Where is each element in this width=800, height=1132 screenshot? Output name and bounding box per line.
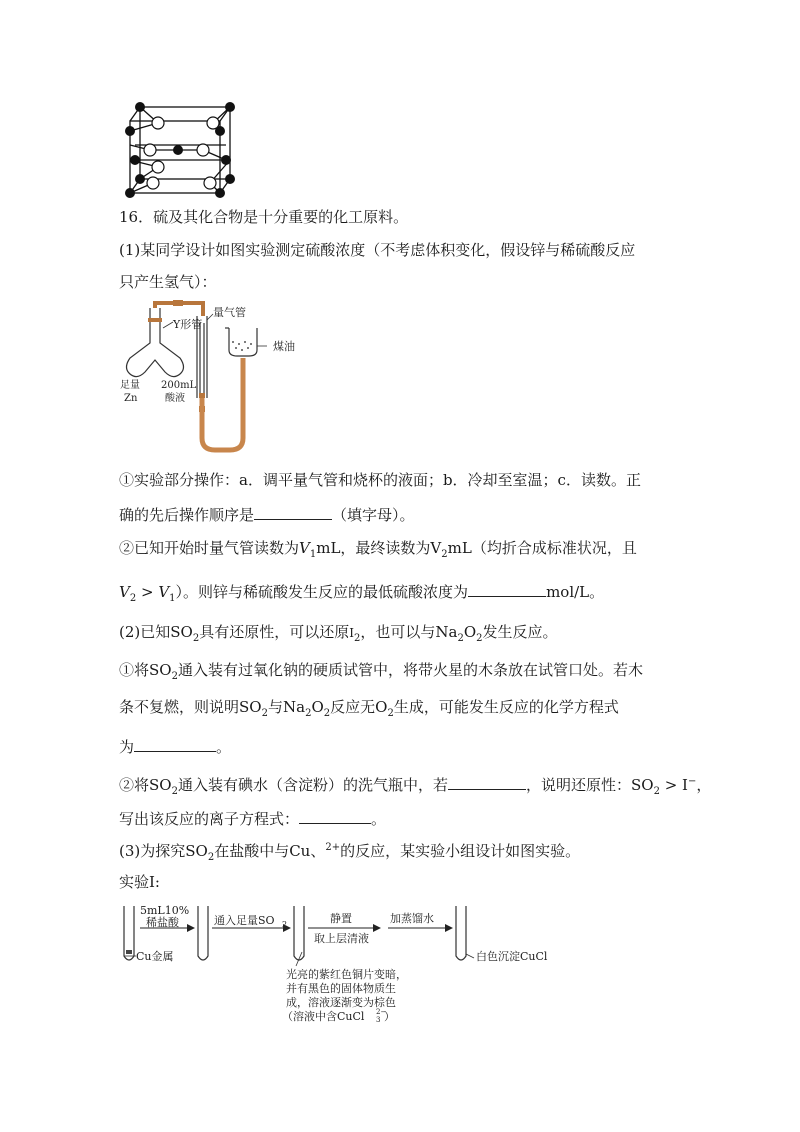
part3-line1: (3)为探究$SO_2$在盐酸中与Cu、$^{2+}$的反应，某实验小组设计如图实验。: [119, 842, 581, 863]
sub2-text-c: mL（均折合成标准状况，且: [447, 539, 637, 557]
p3-b: 在盐酸中与Cu、: [214, 842, 326, 860]
sub2-line2: $V_2 > V_1$）。则锌与稀硫酸发生反应的最低硫酸浓度为 mol/L。: [119, 580, 604, 602]
label-kerosene: 煤油: [273, 340, 295, 353]
flow-observation-2: 并有黑色的固体物质生: [286, 982, 396, 995]
flow-observation-3: 成，溶液逐渐变为棕色: [286, 996, 396, 1009]
sub2-line2-a: ）。则锌与稀硫酸发生反应的最低硫酸浓度为: [175, 583, 469, 601]
sub1-line2: [119, 503, 415, 525]
flow-step2-bottom: 取上层清液: [314, 932, 369, 945]
p3-a: (3)为探究: [119, 842, 186, 860]
answer-blank-concentration[interactable]: [468, 580, 546, 597]
part2-b: 具有还原性，可以还原: [199, 623, 350, 641]
svg-text:2: 2: [282, 920, 288, 929]
so2-formula: SO: [149, 661, 172, 679]
flow-reagent-1: 5mL10%: [140, 904, 190, 917]
part2-d: 发生反应。: [482, 623, 558, 641]
part1-text-line2: 只产生氢气）：: [119, 273, 217, 291]
crystal-structure-figure: [118, 95, 248, 200]
svg-text:2−: 2−: [376, 1008, 387, 1016]
sub1-line2-a: 确的先后操作顺序是: [119, 506, 255, 524]
i2-formula: I: [349, 626, 354, 640]
svg-text:）: ）: [384, 1010, 395, 1023]
flow-reagent-2: 稀盐酸: [146, 916, 179, 929]
o2-formula: O: [375, 698, 388, 716]
p2s2-a: ②将: [119, 776, 150, 794]
p2s1-g: 为: [119, 738, 135, 756]
question-title: 16．硫及其化合物是十分重要的化工原料。: [119, 208, 409, 226]
answer-blank-observation[interactable]: [448, 773, 526, 790]
sub1-line1: ①实验部分操作：a．调平量气管和烧杯的液面；b．冷却至室温；c．读数。正: [119, 471, 641, 489]
answer-blank-order[interactable]: [254, 503, 332, 520]
label-gas-tube: 量气管: [213, 306, 246, 319]
label-zn-1: 足量: [120, 380, 140, 391]
flow-step1: 通入足量SO: [214, 914, 275, 927]
label-zn-2: Zn: [124, 393, 138, 404]
flow-precipitate: 白色沉淀CuCl: [476, 950, 548, 963]
answer-blank-equation[interactable]: [134, 735, 216, 752]
p2s1-a: ①将: [119, 661, 150, 679]
part2-c: ，也可以与: [360, 623, 436, 641]
part1-text-line1: (1)某同学设计如图实验测定硫酸浓度（不考虑体积变化，假设锌与稀硫酸反应: [119, 241, 636, 259]
flow-observation-1: 光亮的紫红色铜片变暗，: [286, 968, 407, 981]
label-acid-2: 酸液: [165, 393, 185, 404]
p2s1-b: 通入装有过氧化钠的硬质试管中，将带火星的木条放在试管口处。若木: [177, 661, 643, 679]
p2s1-c: 条不复燃，则说明: [119, 698, 240, 716]
experiment-flow-figure: [118, 898, 578, 1028]
so2-formula: SO: [631, 776, 654, 794]
p2s2-d: 写出该反应的离子方程式：: [119, 810, 300, 828]
label-acid-1: 200mL: [161, 380, 197, 391]
v2-symbol: V: [430, 539, 442, 557]
sub2-line2-b: mol/L。: [546, 583, 605, 601]
part2-sub1-line3: [119, 735, 231, 757]
v2-inequality-left: V: [119, 583, 130, 601]
part2-sub2-line1: ②将$SO_2$通入装有碘水（含淀粉）的洗气瓶中，若 ，说明还原性：$SO_2 > I^-$，: [119, 773, 711, 795]
flow-step2-top: 静置: [330, 912, 352, 925]
part2-a: (2)已知: [119, 623, 171, 641]
flow-step3: 加蒸馏水: [390, 912, 434, 925]
part2-line1: (2)已知$SO_2$具有还原性，可以还原$I_2$，也可以与$Na_2O_2$发生反应。: [119, 623, 558, 644]
so2-formula: SO: [170, 623, 193, 641]
part2-sub2-line2: [119, 807, 386, 829]
label-y-tube: Y形管: [173, 318, 203, 331]
v1-symbol: V: [299, 539, 310, 557]
p3-c: 的反应，某实验小组设计如图实验。: [340, 842, 581, 860]
svg-text:3: 3: [376, 1016, 381, 1024]
answer-blank-ionic-equation[interactable]: [299, 807, 371, 824]
p2s2-c: ，说明还原性：: [525, 776, 631, 794]
experiment-label: 实验Ⅰ:: [119, 873, 160, 891]
p2s2-b: 通入装有碘水（含淀粉）的洗气瓶中，若: [177, 776, 448, 794]
na2o2-formula: Na: [435, 623, 458, 641]
part2-sub1-line2: 条不复燃，则说明$SO_2$与$Na_2O_2$反应无$O_2$生成，可能发生反应的化学方程式: [119, 698, 619, 719]
p2s2-e: 。: [371, 810, 387, 828]
so2-formula: SO: [149, 776, 172, 794]
flow-observation-4: （溶液中含CuCl: [282, 1010, 365, 1023]
sub1-line2-b: （填字母）。: [332, 506, 415, 524]
sub2-text-b: mL，最终读数为: [316, 539, 431, 557]
p2s1-f: 生成，可能发生反应的化学方程式: [393, 698, 619, 716]
sub2-line1: ②已知开始时量气管读数为$V_1mL$，最终读数为$V_2mL$（均折合成标准状况，且: [119, 539, 637, 560]
so2-formula: SO: [239, 698, 262, 716]
flow-cu: Cu金属: [136, 950, 174, 963]
p2s1-h: 。: [216, 738, 232, 756]
gas-measuring-apparatus-figure: [115, 298, 395, 458]
p2s1-d: 与: [267, 698, 283, 716]
v1-inequality-right: V: [158, 583, 170, 601]
so2-formula: SO: [185, 842, 208, 860]
p2s1-e: 反应无: [330, 698, 376, 716]
sub2-text-a: ②已知开始时量气管读数为: [119, 539, 300, 557]
part2-sub1-line1: ①将$SO_2$通入装有过氧化钠的硬质试管中，将带火星的木条放在试管口处。若木: [119, 661, 643, 682]
na2o2-formula: Na: [282, 698, 306, 716]
